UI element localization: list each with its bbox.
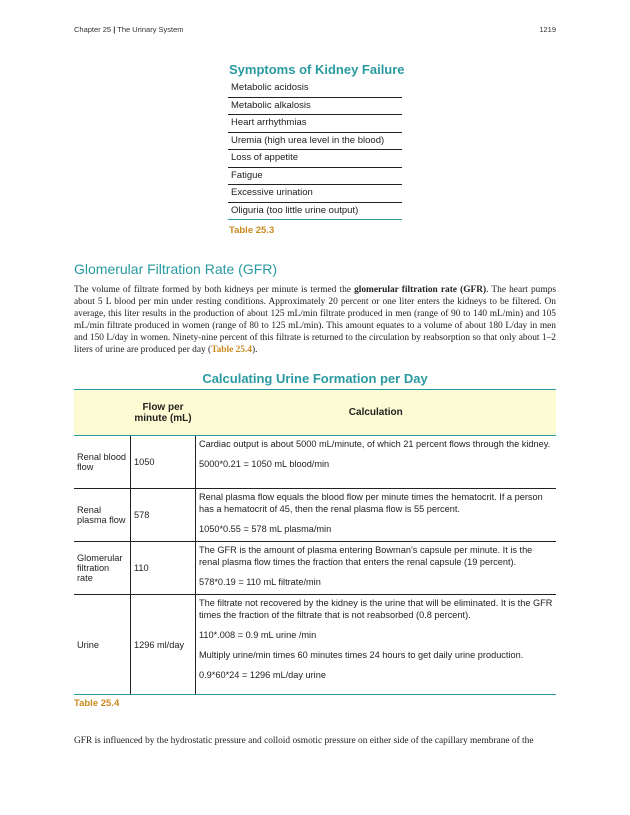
symptoms-table-title: Symptoms of Kidney Failure	[229, 62, 405, 77]
symptom-row: Heart arrhythmias	[228, 115, 402, 133]
symptom-row: Excessive urination	[228, 185, 402, 203]
row-calculation: Renal plasma flow equals the blood flow per minute times the hematocrit. If a person has a hematocrit of 45, then the renal plasma flow is 55 percent. 1050*0.55 = 578 mL plasma/min	[196, 489, 557, 542]
section-heading: Glomerular Filtration Rate (GFR)	[74, 261, 278, 277]
symptom-row: Fatigue	[228, 168, 402, 186]
page-number: 1219	[539, 25, 556, 34]
calc-table-title: Calculating Urine Formation per Day	[202, 371, 428, 386]
row-calculation: The filtrate not recovered by the kidney is the urine that will be eliminated. It is the GFR times the fraction of the filtrate that is not reabsorbed (0.8 percent). 110*.008 = 0.9 mL urine /min Multiply urine/min times 60 minutes times 24 hours to get daily urine production. 0.9*60*24 = 1296 mL/day urine	[196, 595, 557, 695]
running-header-chapter: Chapter 25 | The Urinary System	[74, 25, 184, 34]
table-row	[74, 595, 556, 695]
row-calculation: The GFR is the amount of plasma entering Bowman’s capsule per minute. It is the renal plasma flow times the fraction that enters the renal capsule (19 percent). 578*0.19 = 110 mL filtrate/min	[196, 542, 557, 595]
row-flow: 1050	[131, 436, 196, 489]
table-caption-25-4: Table 25.4	[74, 698, 120, 709]
row-calculation: Cardiac output is about 5000 mL/minute, of which 21 percent flows through the kidney. 5000*0.21 = 1050 mL blood/min	[196, 436, 557, 489]
row-label: Glomerular filtration rate	[74, 542, 131, 595]
header-cell-calculation: Calculation	[196, 390, 557, 436]
table-reference-link[interactable]: Table 25.4	[211, 345, 252, 355]
gfr-paragraph: The volume of filtrate formed by both kidneys per minute is termed the glomerular filtration rate (GFR). The heart pumps about 5 L blood per min under resting conditions. Approximately 20 percent or one liter enters the kidneys to be filtered. On average, this liter results in the production of about 125 mL/min filtrate produced in men (range of 90 to 140 mL/min) and 105 mL/min filtrate produced in women (range of 80 to 125 mL/min). This amount equates to a volume of about 180 L/day in men and 150 L/day in women. Ninety-nine percent of this filtrate is returned to the circulation by reabsorption so that only about 1–2 liters of urine are produced per day (Table 25.4).	[74, 285, 556, 355]
symptom-row: Metabolic alkalosis	[228, 98, 402, 116]
symptom-row: Oliguria (too little urine output)	[228, 203, 402, 221]
table-caption-25-3: Table 25.3	[229, 225, 275, 236]
table-row	[74, 489, 556, 542]
gfr-paragraph-continued: GFR is influenced by the hydrostatic pressure and colloid osmotic pressure on either side of the capillary membrane of the	[74, 736, 534, 746]
row-flow: 578	[131, 489, 196, 542]
symptom-row: Uremia (high urea level in the blood)	[228, 133, 402, 151]
table-row	[74, 436, 556, 489]
symptoms-table	[228, 80, 402, 220]
row-label: Renal plasma flow	[74, 489, 131, 542]
symptom-row: Metabolic acidosis	[228, 80, 402, 98]
header-cell-flow: Flow per minute (mL)	[131, 390, 196, 436]
gfr-term: glomerular filtration rate (GFR)	[354, 285, 487, 295]
row-flow: 1296 ml/day	[131, 595, 196, 695]
urine-formation-table	[74, 389, 556, 695]
symptom-row: Loss of appetite	[228, 150, 402, 168]
row-label: Urine	[74, 595, 131, 695]
header-cell-blank	[74, 390, 131, 436]
table-header-row	[74, 390, 556, 436]
row-flow: 110	[131, 542, 196, 595]
table-row	[74, 542, 556, 595]
running-header	[74, 25, 556, 37]
row-label: Renal blood flow	[74, 436, 131, 489]
